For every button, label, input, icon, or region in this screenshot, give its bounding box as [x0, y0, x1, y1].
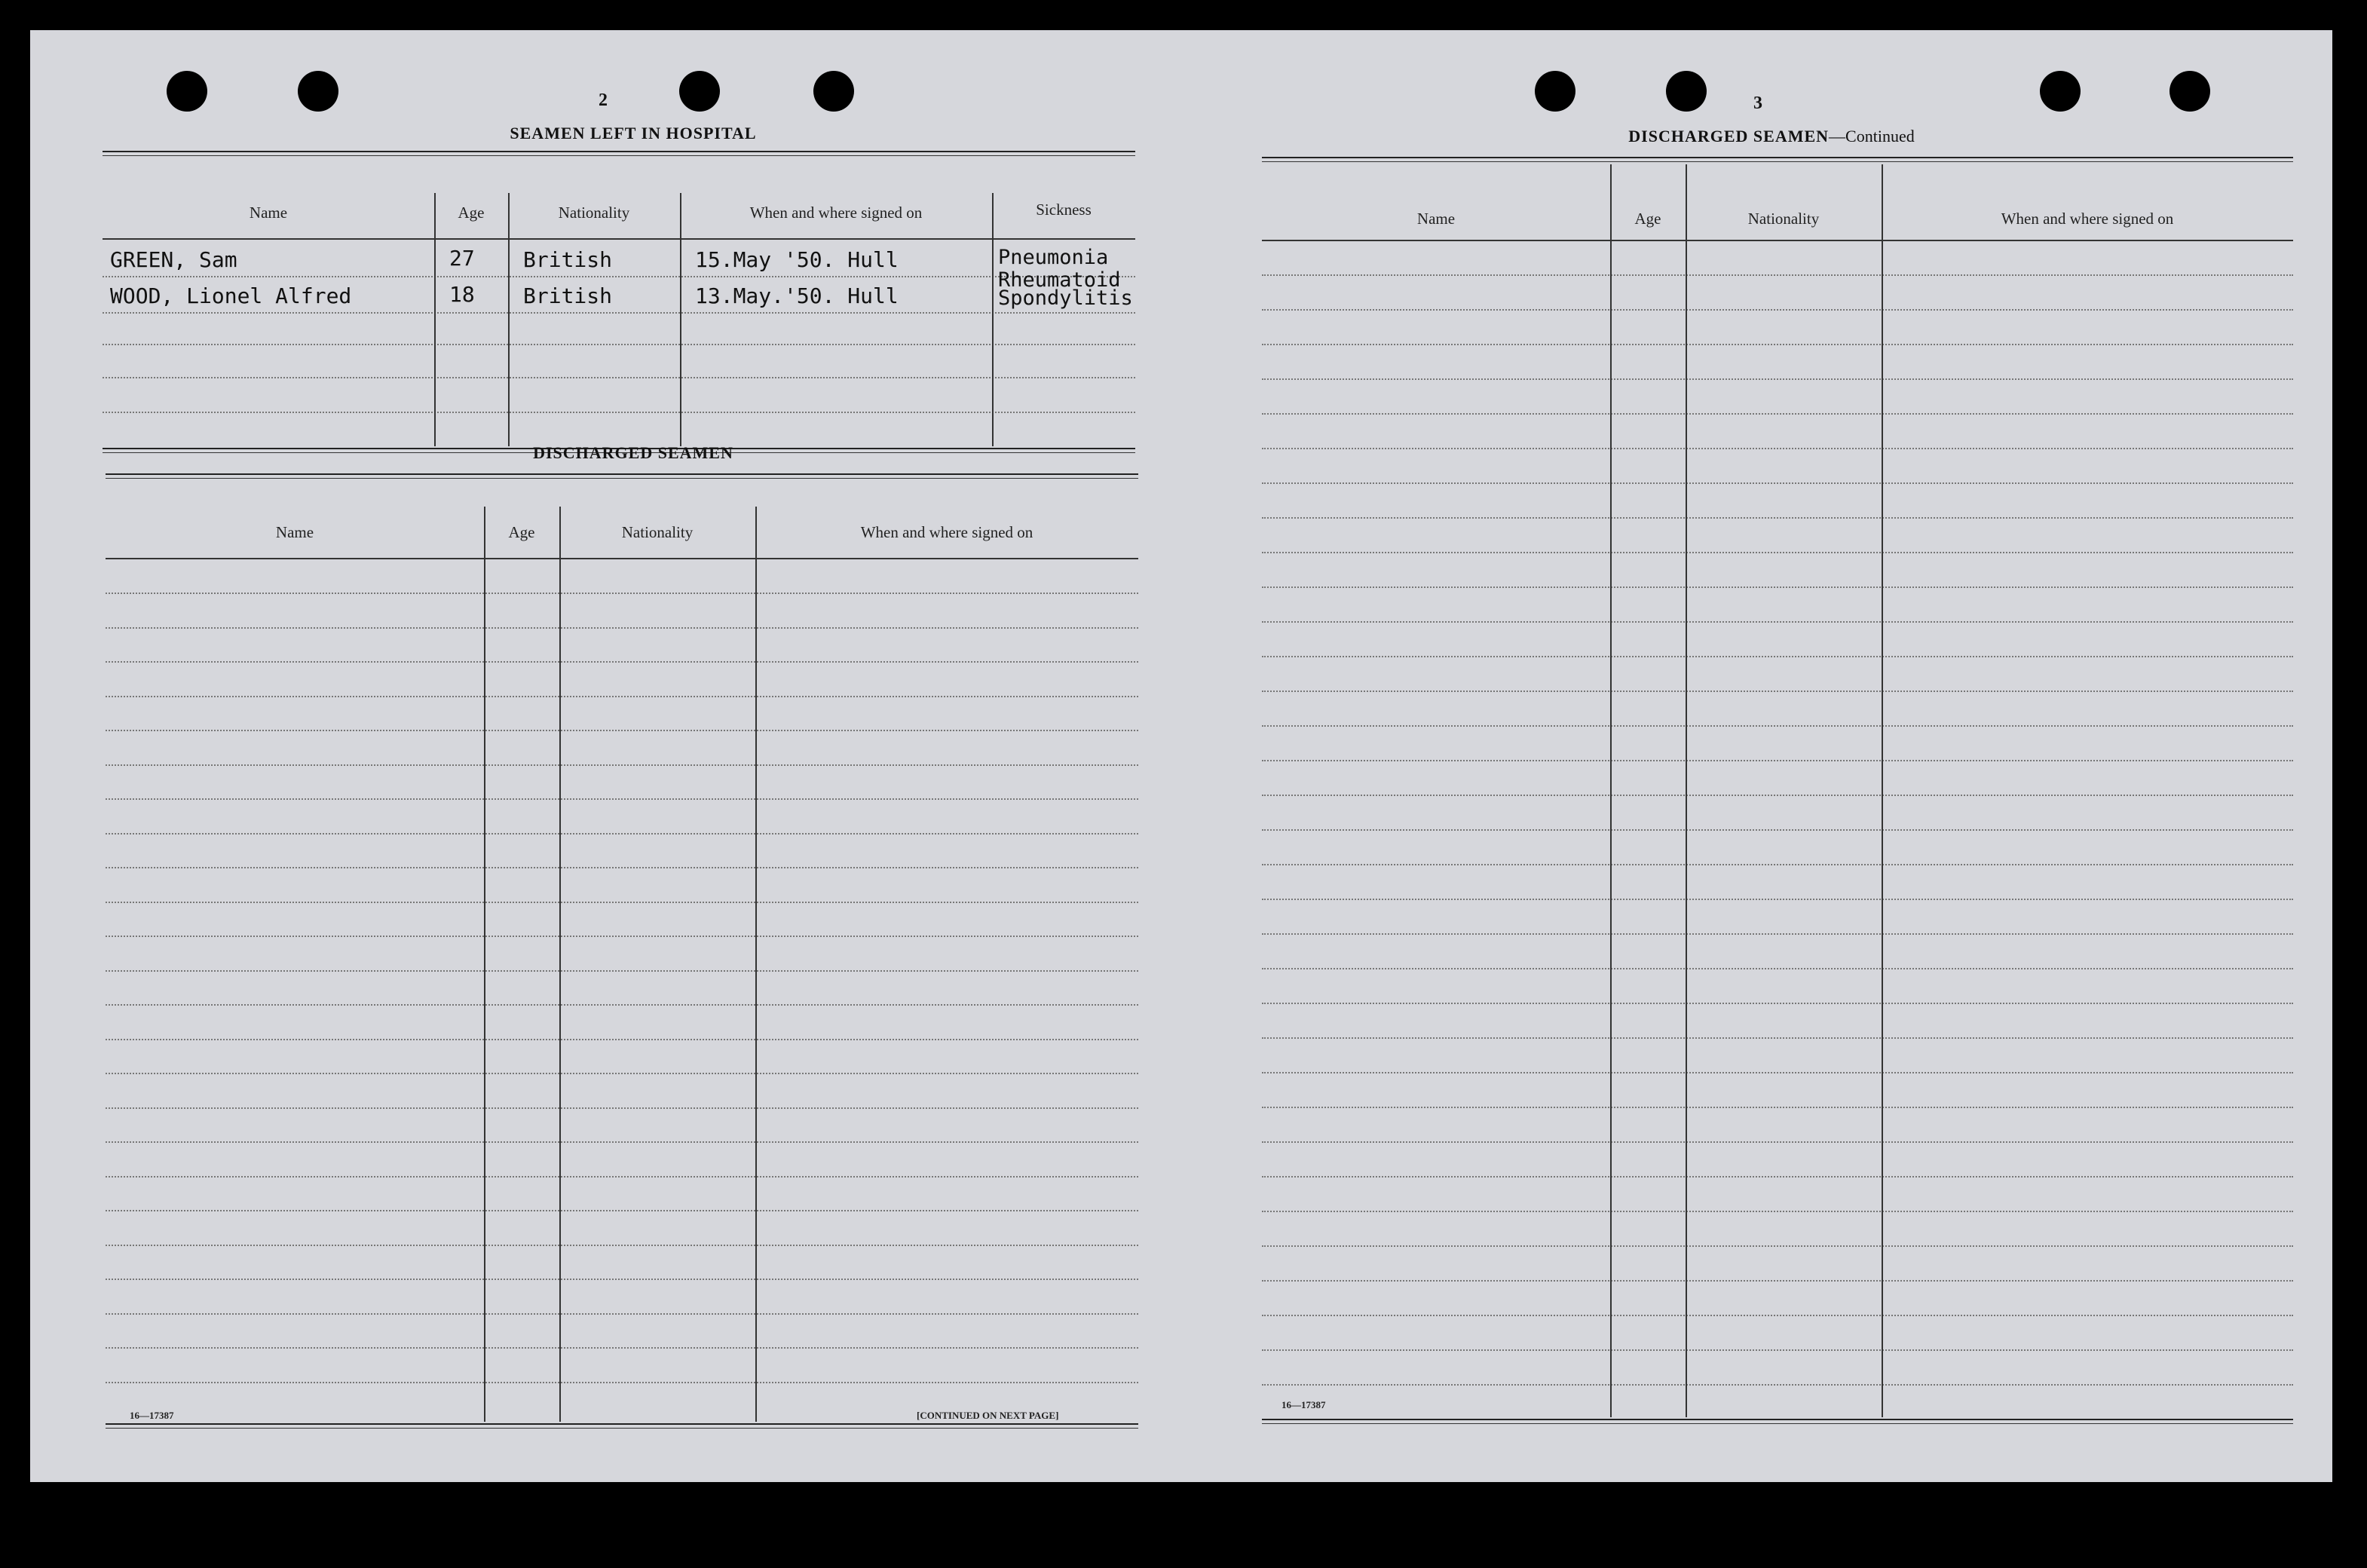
ruled-row-line — [1262, 933, 2293, 935]
ruled-row-line — [106, 1347, 1138, 1349]
ruled-row-line — [1262, 725, 2293, 727]
column-header-name: Name — [275, 523, 314, 541]
ruled-row-line — [106, 833, 1138, 835]
ruled-row-line — [106, 1176, 1138, 1178]
ruled-row-line — [106, 902, 1138, 903]
ruled-row-line — [106, 1039, 1138, 1040]
form-number-right: 16—17387 — [1281, 1399, 1326, 1410]
table-row-age: 27 — [449, 246, 475, 271]
discharged-continued-title: DISCHARGED SEAMEN—Continued — [1628, 127, 1915, 145]
ruled-row-line — [106, 1313, 1138, 1315]
ruled-row-line — [106, 867, 1138, 868]
page-number-left: 2 — [599, 90, 608, 110]
column-header-age: Age — [508, 523, 535, 541]
column-header-name: Name — [1416, 210, 1456, 228]
ruled-row-line — [106, 1141, 1138, 1143]
table-row-name: WOOD, Lionel Alfred — [110, 283, 352, 308]
ruled-row-line — [106, 730, 1138, 731]
ruled-row-line — [1262, 1245, 2293, 1247]
ruled-row-line — [106, 1210, 1138, 1211]
punch-hole — [2040, 71, 2081, 112]
ruled-row-line — [1262, 621, 2293, 623]
ruled-row-line — [106, 1073, 1138, 1074]
punch-hole — [679, 71, 720, 112]
ruled-row-line — [106, 627, 1138, 629]
ruled-row-line — [1262, 344, 2293, 345]
discharged-section-title: DISCHARGED SEAMEN — [533, 443, 733, 462]
discharged-table-right — [1262, 157, 2293, 1423]
ruled-row-line — [106, 1004, 1138, 1006]
ruled-row-line — [1262, 309, 2293, 311]
ruled-row-line — [1262, 1037, 2293, 1039]
punch-hole — [1666, 71, 1707, 112]
ruled-row-line — [106, 1107, 1138, 1109]
column-header-age: Age — [1634, 210, 1661, 228]
column-header-name: Name — [249, 204, 288, 222]
ruled-row-line — [1262, 552, 2293, 553]
punch-hole — [813, 71, 854, 112]
ruled-row-line — [1262, 760, 2293, 761]
ruled-row-line — [1262, 1349, 2293, 1351]
ruled-row-line — [1262, 1072, 2293, 1073]
discharged-table-left — [106, 473, 1138, 1431]
ruled-row-line — [1262, 1384, 2293, 1386]
ruled-row-line — [1262, 1003, 2293, 1004]
ruled-row-line — [1262, 1280, 2293, 1282]
column-header-age: Age — [458, 204, 485, 222]
hospital-table — [103, 151, 1135, 452]
punch-hole — [2169, 71, 2210, 112]
column-header-nationality: Nationality — [1747, 210, 1820, 228]
column-header-signed-on: When and where signed on — [749, 204, 923, 222]
table-row-name: GREEN, Sam — [110, 247, 237, 272]
ruled-row-line — [106, 970, 1138, 972]
ledger-sheet — [30, 30, 2332, 1482]
ruled-row-line — [106, 936, 1138, 937]
ruled-row-line — [106, 593, 1138, 594]
ruled-row-line — [106, 661, 1138, 663]
punch-hole — [167, 71, 207, 112]
ruled-row-line — [1262, 1141, 2293, 1143]
ruled-row-line — [106, 798, 1138, 800]
form-number-left: 16—17387 — [130, 1410, 174, 1421]
ruled-row-line — [1262, 1315, 2293, 1316]
ruled-row-line — [1262, 899, 2293, 900]
column-header-sickness: Sickness — [1036, 201, 1092, 219]
table-row-signed-on: 15.May '50. Hull — [695, 247, 899, 272]
column-header-nationality: Nationality — [621, 523, 694, 541]
ruled-row-line — [1262, 968, 2293, 969]
ruled-row-line — [106, 1245, 1138, 1246]
ruled-row-line — [106, 1382, 1138, 1383]
table-row-nationality: British — [523, 283, 613, 308]
ruled-row-line — [1262, 448, 2293, 449]
column-header-nationality: Nationality — [558, 204, 630, 222]
ruled-row-line — [1262, 656, 2293, 657]
punch-hole — [1535, 71, 1575, 112]
punch-hole — [298, 71, 338, 112]
ruled-row-line — [1262, 413, 2293, 415]
ruled-row-line — [1262, 378, 2293, 380]
ruled-row-line — [1262, 795, 2293, 796]
ruled-row-line — [1262, 482, 2293, 484]
ruled-row-line — [1262, 586, 2293, 588]
ruled-row-line — [1262, 517, 2293, 519]
table-row-nationality: British — [523, 247, 613, 272]
ruled-row-line — [1262, 864, 2293, 865]
table-row-signed-on: 13.May.'50. Hull — [695, 283, 899, 308]
column-header-signed-on: When and where signed on — [2001, 210, 2174, 228]
column-header-signed-on: When and where signed on — [860, 523, 1033, 541]
ruled-row-line — [1262, 1211, 2293, 1212]
ruled-row-line — [1262, 691, 2293, 692]
ruled-row-line — [106, 1279, 1138, 1280]
ruled-row-line — [106, 696, 1138, 697]
ruled-row-line — [106, 764, 1138, 766]
ruled-row-line — [1262, 829, 2293, 831]
hospital-section-title: SEAMEN LEFT IN HOSPITAL — [510, 124, 757, 142]
ruled-row-line — [1262, 1176, 2293, 1178]
ruled-row-line — [1262, 1107, 2293, 1108]
ruled-row-line — [1262, 274, 2293, 276]
table-row-sickness: Pneumonia — [998, 246, 1109, 269]
page-number-right: 3 — [1753, 93, 1762, 113]
table-row-sickness: Rheumatoid Spondylitis — [998, 268, 1133, 310]
table-row-age: 18 — [449, 282, 475, 307]
continued-note: [CONTINUED ON NEXT PAGE] — [917, 1410, 1059, 1421]
